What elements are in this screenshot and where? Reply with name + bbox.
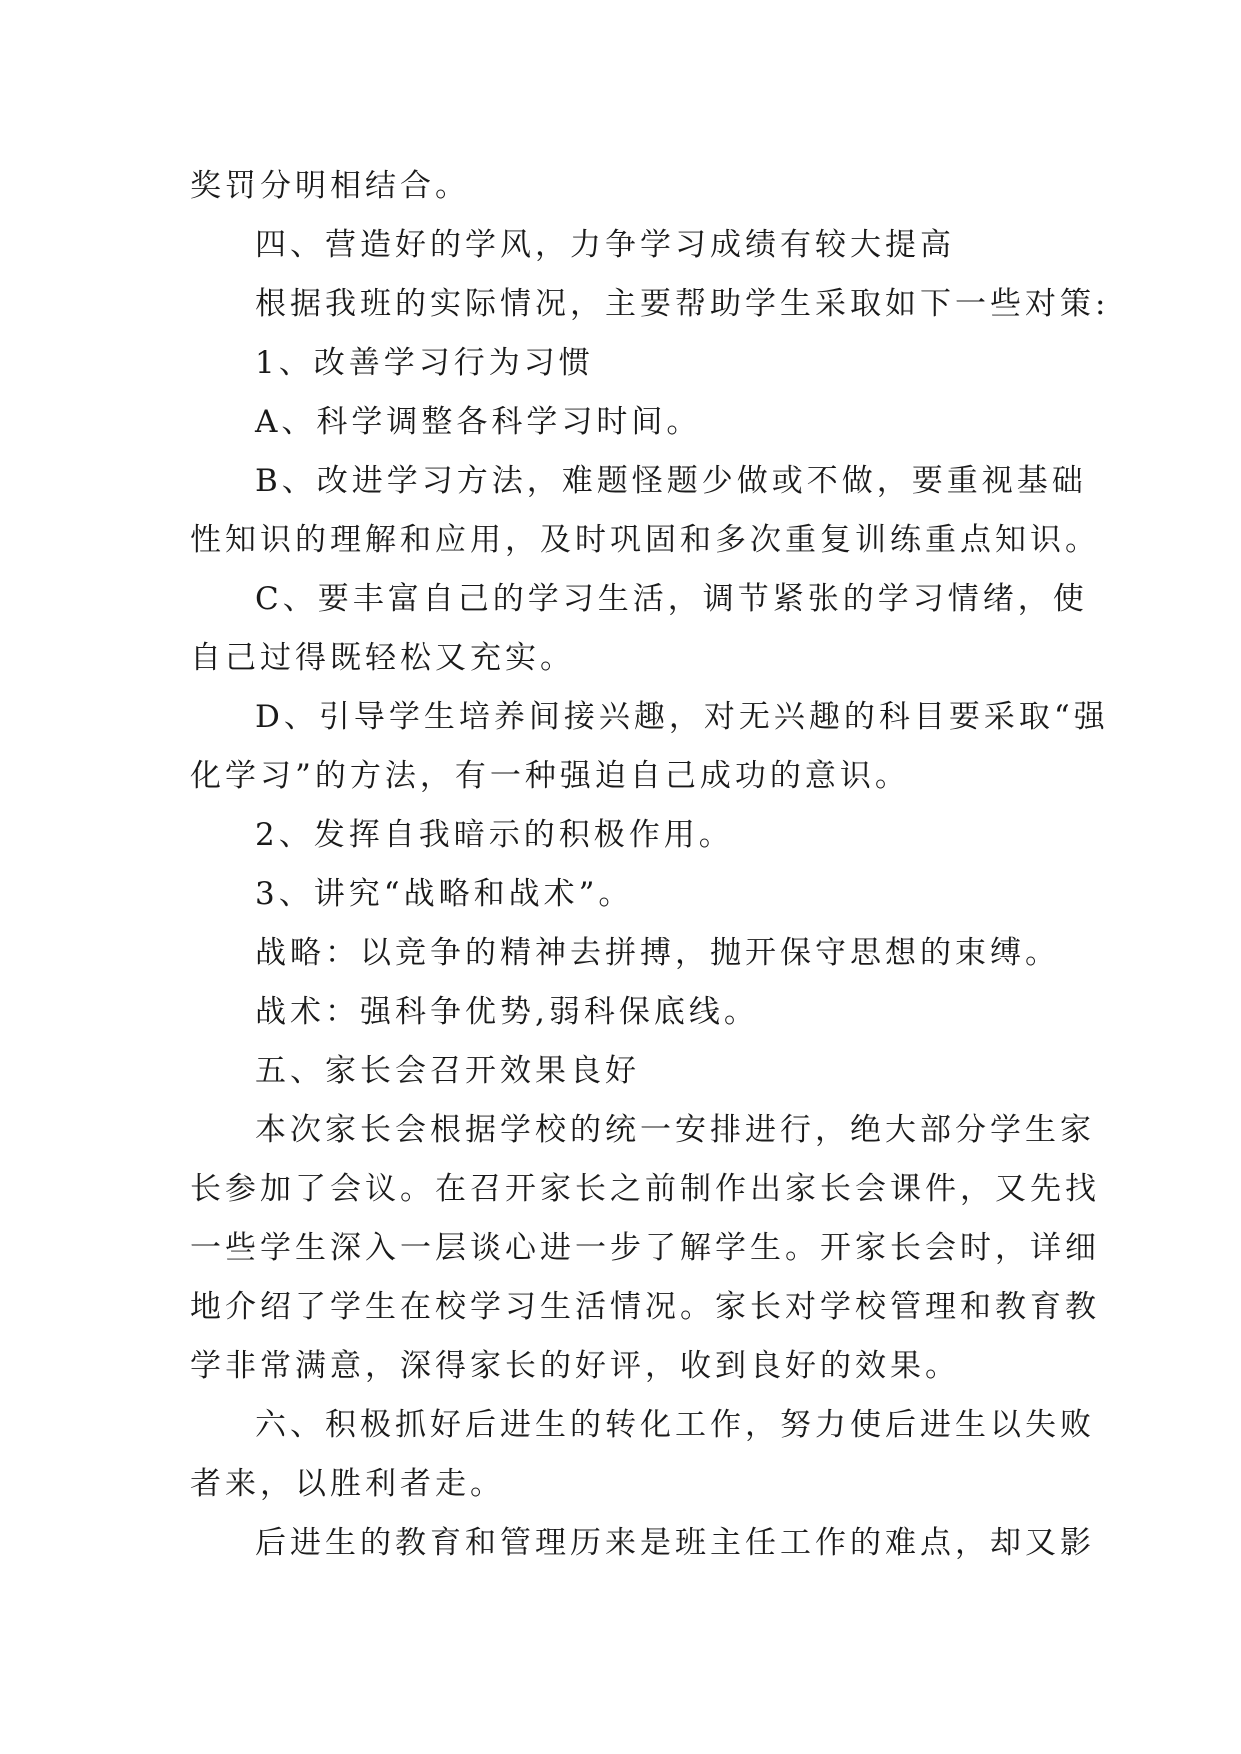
list-item: A、科学调整各科学习时间。	[255, 404, 702, 440]
text-line: 根据我班的实际情况，主要帮助学生采取如下一些对策:	[255, 286, 1110, 322]
text-line: 学非常满意，深得家长的好评，收到良好的效果。	[190, 1348, 960, 1384]
text-line: 地介绍了学生在校学习生活情况。家长对学校管理和教育教	[190, 1289, 1100, 1325]
text-line: 本次家长会根据学校的统一安排进行，绝大部分学生家	[255, 1112, 1095, 1148]
list-item-heading: 1、改善学习行为习惯	[255, 345, 594, 381]
list-item: B、改进学习方法，难题怪题少做或不做，要重视基础	[255, 463, 1087, 499]
text-line: 自己过得既轻松又充实。	[190, 640, 575, 676]
list-item: C、要丰富自己的学习生活，调节紧张的学习情绪，使	[255, 581, 1088, 617]
list-item-heading: 3、讲究“战略和战术”。	[255, 876, 634, 912]
text-line: 者来，以胜利者走。	[190, 1466, 505, 1502]
list-item: D、引导学生培养间接兴趣，对无兴趣的科目要采取“强	[255, 699, 1109, 735]
text-line: 化学习”的方法，有一种强迫自己成功的意识。	[190, 758, 910, 794]
section-heading: 四、营造好的学风，力争学习成绩有较大提高	[255, 227, 955, 263]
text-line: 战略：以竞争的精神去拼搏，抛开保守思想的束缚。	[255, 935, 1060, 971]
section-heading: 六、积极抓好后进生的转化工作，努力使后进生以失败	[255, 1407, 1095, 1443]
text-line: 一些学生深入一层谈心进一步了解学生。开家长会时，详细	[190, 1230, 1100, 1266]
section-heading: 五、家长会召开效果良好	[255, 1053, 640, 1089]
text-line: 性知识的理解和应用，及时巩固和多次重复训练重点知识。	[190, 522, 1100, 558]
text-line: 战术：强科争优势,弱科保底线。	[255, 994, 759, 1030]
text-line: 奖罚分明相结合。	[190, 168, 470, 204]
text-line: 后进生的教育和管理历来是班主任工作的难点，却又影	[255, 1525, 1095, 1561]
list-item-heading: 2、发挥自我暗示的积极作用。	[255, 817, 734, 853]
text-line: 长参加了会议。在召开家长之前制作出家长会课件，又先找	[190, 1171, 1100, 1207]
